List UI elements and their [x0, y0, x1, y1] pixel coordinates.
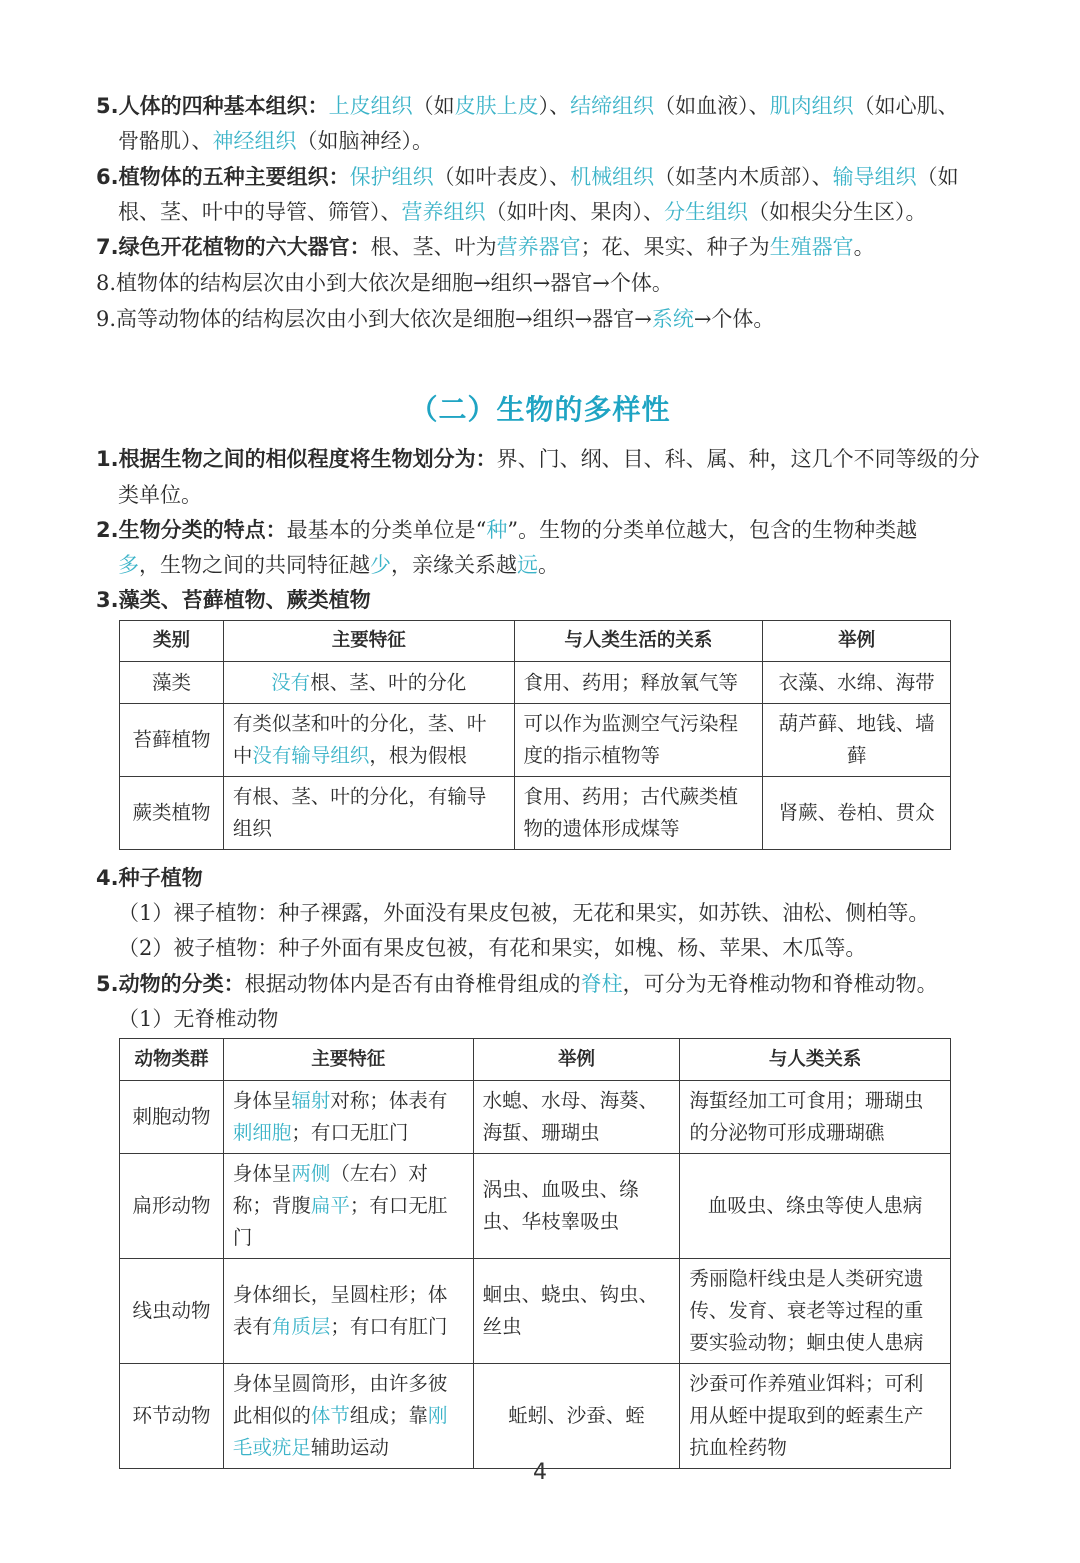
cell-relation: 秀丽隐杆线虫是人类研究遗传、发育、衰老等过程的重要实验动物；蛔虫使人患病 — [680, 1259, 951, 1364]
diversity-item-4: 4.种子植物 — [96, 866, 203, 890]
table-row — [120, 1081, 951, 1154]
cell-features: 有根、茎、叶的分化，有输导组织 — [223, 777, 514, 850]
header-category: 类别 — [120, 621, 224, 662]
item-6-continued: 根、茎、叶中的导管、筛管）、营养组织（如叶肉、果肉）、分生组织（如根尖分生区）。 — [118, 200, 927, 224]
diversity-item-1-continued: 类单位。 — [118, 483, 202, 507]
item-6-plant-tissues: 6.植物体的五种主要组织：保护组织（如叶表皮）、机械组织（如茎内木质部）、输导组织（如 — [96, 165, 959, 189]
table-header-row — [120, 1039, 951, 1081]
plant-table — [119, 620, 951, 850]
header-relation: 与人类生活的关系 — [514, 621, 763, 662]
table-row — [120, 662, 951, 704]
cell-relation: 海蜇经加工可食用；珊瑚虫的分泌物可形成珊瑚礁 — [680, 1081, 951, 1154]
cell-features: 有类似茎和叶的分化，茎、叶中没有输导组织，根为假根 — [223, 704, 514, 777]
table-row — [120, 1259, 951, 1364]
cell-group: 刺胞动物 — [120, 1081, 224, 1154]
item-7-organs: 7.绿色开花植物的六大器官：根、茎、叶为营养器官；花、果实、种子为生殖器官。 — [96, 235, 875, 259]
cell-relation: 食用、药用；释放氧气等 — [514, 662, 763, 704]
page-number: 4 — [533, 1460, 547, 1485]
cell-examples: 水螅、水母、海葵、海蜇、珊瑚虫 — [473, 1081, 680, 1154]
diversity-item-5: 5.动物的分类：根据动物体内是否有由脊椎骨组成的脊柱，可分为无脊椎动物和脊椎动物。 — [96, 972, 938, 996]
diversity-item-2: 2.生物分类的特点：最基本的分类单位是“种”。生物的分类单位越大，包含的生物种类越 — [96, 518, 918, 542]
cell-examples: 蛔虫、蛲虫、钩虫、丝虫 — [473, 1259, 680, 1364]
cell-features: 身体呈圆筒形，由许多彼此相似的体节组成；靠刚毛或疣足辅助运动 — [223, 1364, 473, 1469]
table-row — [120, 1154, 951, 1259]
section-title: （二）生物的多样性 — [409, 393, 671, 426]
item-9-animal-levels: 9.高等动物体的结构层次由小到大依次是细胞→组织→器官→系统→个体。 — [96, 307, 775, 331]
cell-relation: 可以作为监测空气污染程度的指示植物等 — [514, 704, 763, 777]
table-row — [120, 777, 951, 850]
cell-category: 苔藓植物 — [120, 704, 224, 777]
table-row — [120, 704, 951, 777]
item-5-tissues: 5.人体的四种基本组织：上皮组织（如皮肤上皮）、结缔组织（如血液）、肌肉组织（如心肌、 — [96, 94, 959, 118]
angiosperms-line: （2）被子植物：种子外面有果皮包被，有花和果实，如槐、杨、苹果、木瓜等。 — [118, 936, 867, 960]
header-examples: 举例 — [763, 621, 951, 662]
invertebrates-heading: （1）无脊椎动物 — [118, 1007, 279, 1031]
cell-relation: 血吸虫、绦虫等使人患病 — [680, 1154, 951, 1259]
cell-group: 线虫动物 — [120, 1259, 224, 1364]
cell-category: 藻类 — [120, 662, 224, 704]
cell-examples: 涡虫、血吸虫、绦虫、华枝睾吸虫 — [473, 1154, 680, 1259]
cell-examples: 葫芦藓、地钱、墙藓 — [763, 704, 951, 777]
header-relation: 与人类关系 — [680, 1039, 951, 1081]
header-features: 主要特征 — [223, 621, 514, 662]
cell-features: 身体细长，呈圆柱形；体表有角质层；有口有肛门 — [223, 1259, 473, 1364]
item-8-plant-levels: 8.植物体的结构层次由小到大依次是细胞→组织→器官→个体。 — [96, 271, 673, 295]
header-features: 主要特征 — [223, 1039, 473, 1081]
cell-relation: 食用、药用；古代蕨类植物的遗体形成煤等 — [514, 777, 763, 850]
cell-relation: 沙蚕可作养殖业饵料；可利用从蛭中提取到的蛭素生产抗血栓药物 — [680, 1364, 951, 1469]
cell-group: 环节动物 — [120, 1364, 224, 1469]
table-header-row — [120, 621, 951, 662]
diversity-item-1: 1.根据生物之间的相似程度将生物划分为：界、门、纲、目、科、属、种，这几个不同等级的分 — [96, 447, 980, 471]
cell-features: 身体呈两侧（左右）对称；背腹扁平；有口无肛门 — [223, 1154, 473, 1259]
header-group: 动物类群 — [120, 1039, 224, 1081]
cell-examples: 肾蕨、卷柏、贯众 — [763, 777, 951, 850]
header-examples: 举例 — [473, 1039, 680, 1081]
cell-examples: 衣藻、水绵、海带 — [763, 662, 951, 704]
gymnosperms-line: （1）裸子植物：种子裸露，外面没有果皮包被，无花和果实，如苏铁、油松、侧柏等。 — [118, 901, 930, 925]
cell-examples: 蚯蚓、沙蚕、蛭 — [473, 1364, 680, 1469]
cell-features: 身体呈辐射对称；体表有刺细胞；有口无肛门 — [223, 1081, 473, 1154]
diversity-item-2-continued: 多，生物之间的共同特征越少，亲缘关系越远。 — [118, 553, 559, 577]
cell-category: 蕨类植物 — [120, 777, 224, 850]
cell-features: 没有根、茎、叶的分化 — [223, 662, 514, 704]
cell-group: 扁形动物 — [120, 1154, 224, 1259]
item-5-continued: 骨骼肌）、神经组织（如脑神经）。 — [118, 129, 433, 153]
animal-table — [119, 1038, 951, 1469]
diversity-item-3: 3.藻类、苔藓植物、蕨类植物 — [96, 588, 371, 612]
table-row — [120, 1364, 951, 1469]
